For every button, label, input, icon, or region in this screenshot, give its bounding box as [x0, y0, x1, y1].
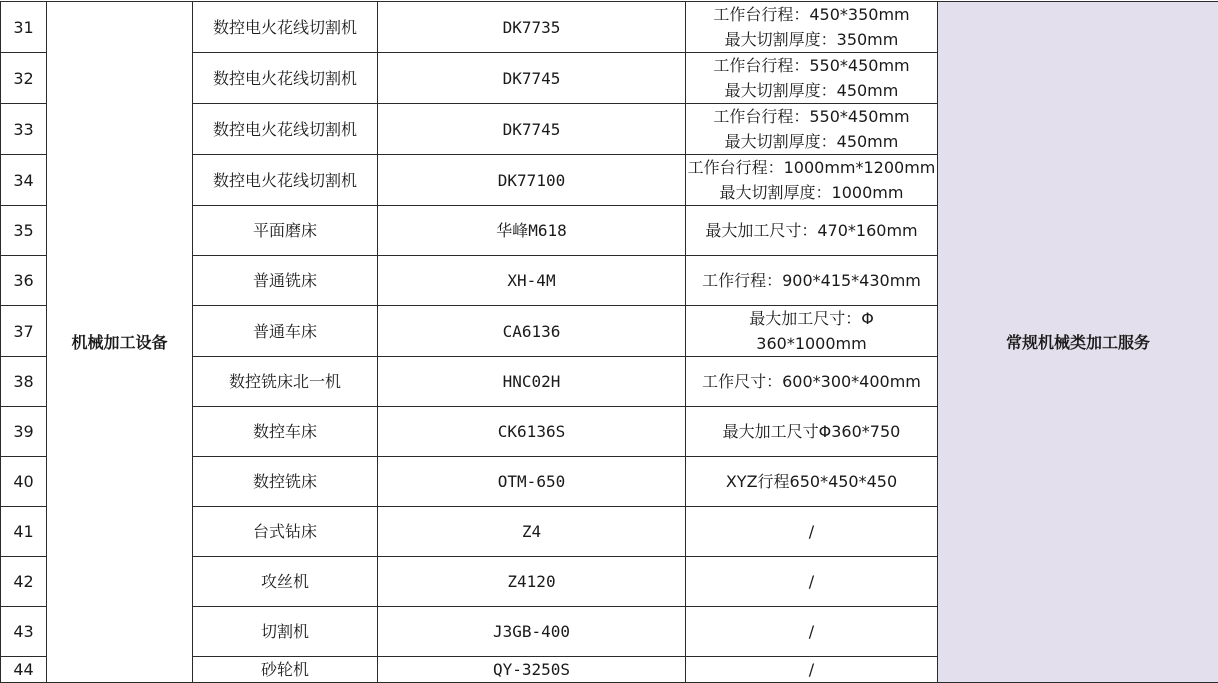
spec-line: /	[686, 519, 937, 544]
spec-line: 最大切割厚度：450mm	[686, 78, 937, 103]
equipment-name: 数控铣床北一机	[193, 357, 378, 407]
row-number: 44	[1, 657, 47, 683]
equipment-model: DK77100	[378, 155, 686, 206]
equipment-spec	[686, 357, 938, 407]
row-number: 33	[1, 104, 47, 155]
spec-line: 360*1000mm	[686, 331, 937, 356]
equipment-spec	[686, 457, 938, 507]
equipment-model: 华峰M618	[378, 206, 686, 256]
equipment-spec	[686, 657, 938, 683]
equipment-model: CA6136	[378, 306, 686, 357]
equipment-model: Z4120	[378, 557, 686, 607]
row-number: 34	[1, 155, 47, 206]
equipment-model: DK7745	[378, 53, 686, 104]
equipment-name: 平面磨床	[193, 206, 378, 256]
spec-line: XYZ行程650*450*450	[686, 469, 937, 494]
equipment-table-body	[1, 2, 1218, 683]
row-number: 40	[1, 457, 47, 507]
equipment-model: XH-4M	[378, 256, 686, 306]
spec-line: /	[686, 569, 937, 594]
equipment-spec	[686, 2, 938, 53]
row-number: 43	[1, 607, 47, 657]
equipment-name: 攻丝机	[193, 557, 378, 607]
spec-line: 最大切割厚度：350mm	[686, 27, 937, 52]
equipment-spec	[686, 206, 938, 256]
spec-line: 工作台行程：1000mm*1200mm	[686, 155, 937, 180]
equipment-spec	[686, 256, 938, 306]
row-number: 31	[1, 2, 47, 53]
spec-line: 工作台行程：450*350mm	[686, 2, 937, 27]
equipment-spec	[686, 306, 938, 357]
service-cell: 常规机械类加工服务	[938, 2, 1218, 683]
equipment-model: QY-3250S	[378, 657, 686, 683]
spec-line: 工作台行程：550*450mm	[686, 104, 937, 129]
spec-line: 最大加工尺寸：Φ	[686, 306, 937, 331]
equipment-spec	[686, 53, 938, 104]
spec-line: 工作行程：900*415*430mm	[686, 268, 937, 293]
row-number: 42	[1, 557, 47, 607]
row-number: 37	[1, 306, 47, 357]
equipment-name: 数控电火花线切割机	[193, 53, 378, 104]
equipment-name: 数控电火花线切割机	[193, 2, 378, 53]
equipment-model: HNC02H	[378, 357, 686, 407]
equipment-name: 砂轮机	[193, 657, 378, 683]
row-number: 38	[1, 357, 47, 407]
table-row	[1, 2, 1218, 53]
equipment-model: DK7735	[378, 2, 686, 53]
equipment-name: 数控电火花线切割机	[193, 104, 378, 155]
row-number: 41	[1, 507, 47, 557]
equipment-name: 普通铣床	[193, 256, 378, 306]
equipment-model: Z4	[378, 507, 686, 557]
equipment-name: 台式钻床	[193, 507, 378, 557]
spec-line: 最大切割厚度：1000mm	[686, 180, 937, 205]
equipment-table	[0, 1, 1218, 683]
equipment-name: 数控电火花线切割机	[193, 155, 378, 206]
equipment-model: DK7745	[378, 104, 686, 155]
equipment-name: 数控车床	[193, 407, 378, 457]
row-number: 39	[1, 407, 47, 457]
category-cell: 机械加工设备	[47, 2, 193, 683]
spec-line: 最大加工尺寸：470*160mm	[686, 218, 937, 243]
spec-line: /	[686, 619, 937, 644]
row-number: 36	[1, 256, 47, 306]
equipment-spec	[686, 407, 938, 457]
row-number: 35	[1, 206, 47, 256]
equipment-model: J3GB-400	[378, 607, 686, 657]
spec-line: 最大加工尺寸Φ360*750	[686, 419, 937, 444]
spec-line: 工作尺寸：600*300*400mm	[686, 369, 937, 394]
equipment-spec	[686, 607, 938, 657]
equipment-name: 切割机	[193, 607, 378, 657]
spec-line: 最大切割厚度：450mm	[686, 129, 937, 154]
equipment-model: OTM-650	[378, 457, 686, 507]
row-number: 32	[1, 53, 47, 104]
equipment-spec	[686, 155, 938, 206]
equipment-name: 普通车床	[193, 306, 378, 357]
equipment-spec	[686, 104, 938, 155]
equipment-name: 数控铣床	[193, 457, 378, 507]
equipment-spec	[686, 507, 938, 557]
spec-line: /	[686, 657, 937, 682]
equipment-model: CK6136S	[378, 407, 686, 457]
spec-line: 工作台行程：550*450mm	[686, 53, 937, 78]
equipment-spec	[686, 557, 938, 607]
